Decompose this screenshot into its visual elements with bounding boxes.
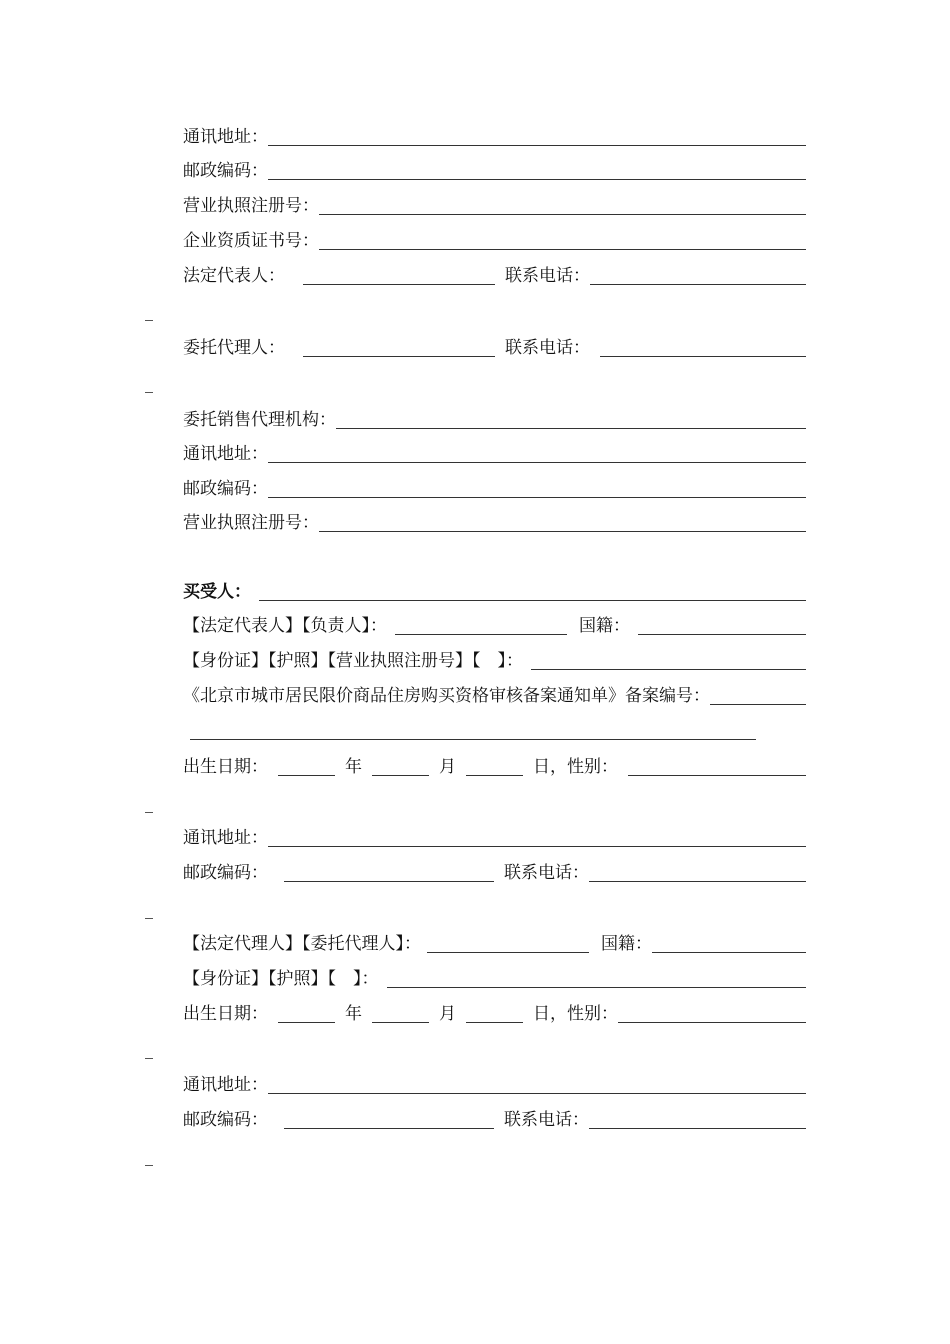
buyer-agent-postcode-row [183, 1107, 806, 1131]
seller-legal-rep-row [183, 263, 806, 287]
buyer-postcode-label: 邮政编码： [183, 863, 268, 883]
margin-mark [145, 1165, 153, 1166]
buyer-month-label: 月 [439, 757, 456, 777]
buyer-notice-field-continued[interactable] [190, 719, 756, 740]
buyer-agent-label: 【法定代理人】【委托代理人】： [183, 934, 421, 954]
buyer-postcode-field[interactable] [284, 861, 494, 882]
buyer-year-label: 年 [345, 757, 362, 777]
buyer-agent-field[interactable] [427, 932, 589, 953]
buyer-sex-field[interactable] [628, 755, 806, 776]
buyer-row [183, 579, 806, 603]
buyer-birth-label: 出生日期： [183, 757, 268, 777]
buyer-agent-birth-day-field[interactable] [466, 1002, 523, 1023]
seller-agent-phone-field[interactable] [600, 336, 806, 357]
buyer-field[interactable] [259, 580, 806, 601]
agency-address-field[interactable] [268, 442, 806, 463]
buyer-notice-continuation-row [190, 718, 756, 742]
buyer-address-field[interactable] [268, 826, 806, 847]
agency-field[interactable] [336, 408, 806, 429]
seller-agent-row [183, 335, 806, 359]
margin-mark [145, 320, 153, 321]
margin-mark [145, 918, 153, 919]
buyer-nationality-label: 国籍： [579, 616, 630, 636]
seller-license-label: 营业执照注册号： [183, 196, 319, 216]
seller-phone-label: 联系电话： [505, 266, 590, 286]
buyer-address-row [183, 825, 806, 849]
buyer-phone-label: 联系电话： [504, 863, 589, 883]
buyer-agent-sex-field[interactable] [618, 1002, 806, 1023]
buyer-agent-id-field[interactable] [387, 967, 807, 988]
buyer-day-sex-label: 日，性别： [533, 757, 618, 777]
buyer-agent-nationality-field[interactable] [652, 932, 806, 953]
buyer-phone-field[interactable] [589, 861, 806, 882]
seller-address-row [183, 124, 806, 148]
seller-postcode-field[interactable] [268, 159, 806, 180]
seller-postcode-row [183, 158, 806, 182]
buyer-nationality-field[interactable] [638, 614, 806, 635]
buyer-agent-phone-label: 联系电话： [504, 1110, 589, 1130]
buyer-agent-birth-label: 出生日期： [183, 1004, 268, 1024]
buyer-notice-label: 《北京市城市居民限价商品住房购买资格审核备案通知单》备案编号： [183, 686, 710, 706]
agency-license-field[interactable] [319, 511, 806, 532]
buyer-agent-id-row [183, 966, 806, 990]
agency-address-label: 通讯地址： [183, 444, 268, 464]
buyer-agent-address-field[interactable] [268, 1073, 806, 1094]
buyer-postcode-row [183, 860, 806, 884]
buyer-agent-address-label: 通讯地址： [183, 1075, 268, 1095]
buyer-agent-month-label: 月 [439, 1004, 456, 1024]
buyer-agent-birth-year-field[interactable] [278, 1002, 335, 1023]
buyer-rep-field[interactable] [395, 614, 567, 635]
buyer-birth-day-field[interactable] [466, 755, 523, 776]
buyer-agent-birth-month-field[interactable] [372, 1002, 429, 1023]
margin-mark [145, 1058, 153, 1059]
seller-qualification-label: 企业资质证书号： [183, 231, 319, 251]
buyer-notice-field[interactable] [710, 684, 806, 705]
buyer-id-label: 【身份证】【护照】【营业执照注册号】【 】： [183, 651, 523, 671]
buyer-agent-year-label: 年 [345, 1004, 362, 1024]
buyer-birth-row [183, 754, 806, 778]
agency-address-row [183, 441, 806, 465]
seller-legal-rep-field[interactable] [303, 264, 495, 285]
margin-mark [145, 392, 153, 393]
seller-phone-field[interactable] [590, 264, 806, 285]
seller-qualification-row [183, 228, 806, 252]
seller-agent-label: 委托代理人： [183, 338, 285, 358]
buyer-rep-row [183, 613, 806, 637]
buyer-agent-nationality-label: 国籍： [601, 934, 652, 954]
buyer-notice-row [183, 683, 806, 707]
buyer-address-label: 通讯地址： [183, 828, 268, 848]
buyer-birth-month-field[interactable] [372, 755, 429, 776]
seller-address-field[interactable] [268, 125, 806, 146]
agency-postcode-label: 邮政编码： [183, 479, 268, 499]
buyer-agent-day-sex-label: 日，性别： [533, 1004, 618, 1024]
seller-agent-field[interactable] [303, 336, 495, 357]
buyer-label: 买受人： [183, 582, 251, 602]
margin-mark [145, 812, 153, 813]
seller-legal-rep-label: 法定代表人： [183, 266, 285, 286]
agency-row [183, 407, 806, 431]
seller-license-row [183, 193, 806, 217]
seller-license-field[interactable] [319, 194, 806, 215]
seller-postcode-label: 邮政编码： [183, 161, 268, 181]
buyer-id-field[interactable] [531, 649, 806, 670]
buyer-agent-address-row [183, 1072, 806, 1096]
buyer-agent-row [183, 931, 806, 955]
agency-license-row [183, 510, 806, 534]
buyer-id-row [183, 648, 806, 672]
agency-postcode-field[interactable] [268, 477, 806, 498]
agency-label: 委托销售代理机构： [183, 410, 336, 430]
buyer-agent-postcode-field[interactable] [284, 1108, 494, 1129]
buyer-agent-postcode-label: 邮政编码： [183, 1110, 268, 1130]
buyer-birth-year-field[interactable] [278, 755, 335, 776]
seller-address-label: 通讯地址： [183, 127, 268, 147]
seller-qualification-field[interactable] [319, 229, 806, 250]
buyer-rep-label: 【法定代表人】【负责人】： [183, 616, 387, 636]
buyer-agent-id-label: 【身份证】【护照】【 】： [183, 969, 379, 989]
buyer-agent-phone-field[interactable] [589, 1108, 806, 1129]
agency-license-label: 营业执照注册号： [183, 513, 319, 533]
seller-agent-phone-label: 联系电话： [505, 338, 590, 358]
agency-postcode-row [183, 476, 806, 500]
buyer-agent-birth-row [183, 1001, 806, 1025]
